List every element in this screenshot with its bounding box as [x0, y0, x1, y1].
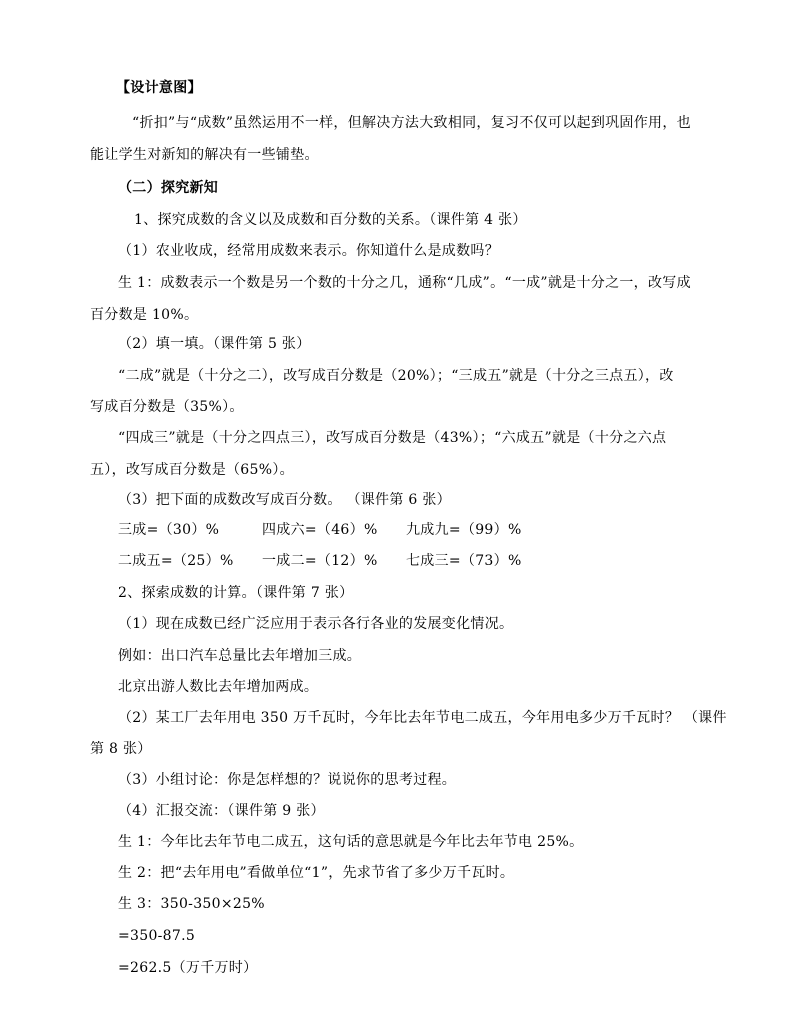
- fill-blank-2-line-2: 五），改写成百分数是（65%）。: [90, 462, 294, 478]
- conversion-item: 二成五=（25）%: [118, 553, 234, 569]
- design-intent-paragraph-line-2: 能让学生对新知的解决有一些铺垫。: [90, 147, 319, 163]
- item-1-heading: 1、探究成数的含义以及成数和百分数的关系。（课件第 4 张）: [134, 212, 527, 228]
- fill-blank-2-line-1: “四成三”就是（十分之四点三），改写成百分数是（43%）；“六成五”就是（十分之六点: [118, 430, 667, 446]
- example-1: 例如：出口汽车总量比去年增加三成。: [118, 648, 362, 664]
- student-answer-2: 生 2：把“去年用电”看做单位“1”，先求节省了多少万千瓦时。: [118, 865, 515, 881]
- fill-blank-1-line-2: 写成百分数是（35%）。: [90, 399, 244, 415]
- design-intent-paragraph-line-1: “折扣”与“成数”虽然运用不一样，但解决方法大致相同，复习不仅可以起到巩固作用，也: [132, 115, 691, 131]
- problem-2-line-1: （2）某工厂去年用电 350 万千瓦时，今年比去年节电二成五，今年用电多少万千瓦时？ （课件: [118, 710, 727, 726]
- question-2: （2）填一填。（课件第 5 张）: [118, 336, 311, 352]
- paragraph-1: （1）现在成数已经广泛应用于表示各行各业的发展变化情况。: [118, 616, 514, 632]
- section-heading-explore: （二）探究新知: [118, 180, 219, 196]
- question-1: （1）农业收成，经常用成数来表示。你知道什么是成数吗？: [118, 243, 500, 259]
- fill-blank-1-line-1: “二成”就是（十分之二），改写成百分数是（20%）；“三成五”就是（十分之三点五），改: [118, 368, 674, 384]
- example-2: 北京出游人数比去年增加两成。: [118, 679, 319, 695]
- calculation-step-2: =262.5（万千万时）: [118, 960, 258, 976]
- conversion-item: 一成二=（12）%: [262, 553, 378, 569]
- student-answer-3: 生 3：350-350×25%: [118, 896, 265, 912]
- student-answer-1: 生 1：今年比去年节电二成五，这句话的意思就是今年比去年节电 25%。: [118, 834, 584, 850]
- student-1-answer-line-2: 百分数是 10%。: [90, 307, 199, 323]
- calculation-step-1: =350-87.5: [118, 928, 196, 944]
- item-2-heading: 2、探索成数的计算。（课件第 7 张）: [118, 585, 354, 601]
- discussion-prompt: （3）小组讨论：你是怎样想的？说说你的思考过程。: [118, 772, 457, 788]
- report-exchange: （4）汇报交流：（课件第 9 张）: [118, 803, 325, 819]
- conversion-item: 三成=（30）%: [118, 522, 220, 538]
- conversion-item: 七成三=（73）%: [406, 553, 522, 569]
- question-3: （3）把下面的成数改写成百分数。 （课件第 6 张）: [118, 492, 451, 508]
- conversion-item: 九成九=（99）%: [406, 522, 522, 538]
- problem-2-line-2: 第 8 张）: [90, 741, 152, 757]
- design-intent-title: 【设计意图】: [116, 80, 202, 96]
- student-1-answer-line-1: 生 1：成数表示一个数是另一个数的十分之几，通称“几成”。“一成”就是十分之一，改写成: [118, 275, 691, 291]
- conversion-item: 四成六=（46）%: [262, 522, 378, 538]
